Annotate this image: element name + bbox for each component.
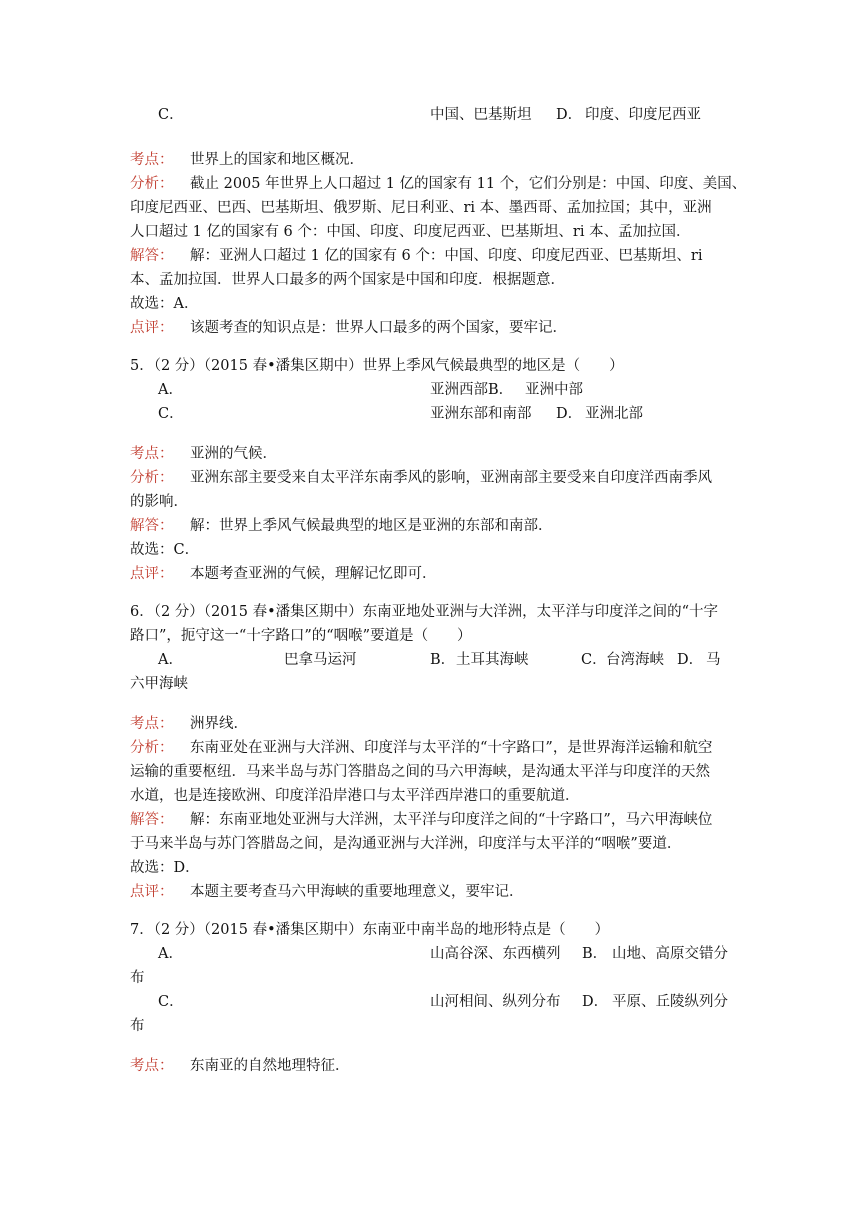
q6-option-c-text: 台湾海峡 (606, 652, 664, 668)
q6-jieda (130, 808, 735, 832)
kaodian-label: 考点： (130, 446, 174, 462)
q7-option-c-letter: C． (158, 994, 184, 1010)
q7-option-d-letter: D． (582, 994, 609, 1010)
q5-option-b-letter: B． (488, 382, 514, 398)
kaodian-label: 考点： (130, 716, 174, 732)
q5-stem: 5．（2 分）（2015 春•潘集区期中）世界上季风气候最典型的地区是（ ） (130, 358, 624, 374)
q6-option-d-letter: D． (677, 652, 704, 668)
q6-fenxi-line2: 运输的重要枢纽．马来半岛与苏门答腊岛之间的马六甲海峡，是沟通太平洋与印度洋的天然 (130, 764, 710, 780)
q6-option-b-text: 土耳其海峡 (456, 652, 529, 668)
q5-option-b-text: 亚洲中部 (525, 382, 583, 398)
q7-option-a-letter: A． (158, 946, 183, 962)
fenxi-label: 分析： (130, 470, 174, 486)
dianping-label: 点评： (130, 320, 174, 336)
q7-stem: 7．（2 分）（2015 春•潘集区期中）东南亚中南半岛的地形特点是（ ） (130, 922, 610, 938)
dianping-label: 点评： (130, 884, 174, 900)
q5-jieda (130, 514, 735, 538)
q5-option-d-text: 亚洲北部 (585, 406, 643, 422)
q5-dianping-text: 本题考查亚洲的气候，理解记忆即可． (190, 566, 437, 582)
q7-option-a-text: 山高谷深、东西横列 (430, 946, 561, 962)
q4-fenxi-line1: 截止 2005 年世界上人口超过 1 亿的国家有 11 个，它们分别是：中国、印度、美国、 (190, 176, 747, 192)
q4-fenxi (130, 172, 747, 196)
q6-stem-line1: 6．（2 分）（2015 春•潘集区期中）东南亚地处亚洲与大洋洲，太平洋与印度洋之间的“十字 (130, 604, 719, 620)
q7-option-b-text: 山地、高原交错分 (612, 946, 728, 962)
q6-fenxi-line3: 水道，也是连接欧洲、印度洋沿岸港口与太平洋西岸港口的重要航道． (130, 788, 580, 804)
q4-option-c-letter: C． (158, 107, 184, 123)
jieda-label: 解答： (130, 812, 174, 828)
q7-kaodian-text: 东南亚的自然地理特征． (190, 1058, 350, 1074)
q4-option-d-text: 印度、印度尼西亚 (585, 107, 701, 123)
q6-dianping (130, 880, 735, 904)
q5-option-c-letter: C． (158, 406, 184, 422)
q4-jieda (130, 244, 735, 268)
q4-dianping (130, 316, 735, 340)
q5-option-d-letter: D． (556, 406, 583, 422)
q4-fenxi-line3: 人口超过 1 亿的国家有 6 个：中国、印度、印度尼西亚、巴基斯坦、ri 本、孟加拉国． (130, 224, 691, 240)
q7-option-b-text-cont: 布 (130, 970, 145, 986)
q6-kaodian-text: 洲界线． (190, 716, 248, 732)
q6-option-d-text: 马 (706, 652, 721, 668)
fenxi-label: 分析： (130, 176, 174, 192)
q5-jieda-text: 解：世界上季风气候最典型的地区是亚洲的东部和南部． (190, 518, 553, 534)
q6-option-d-text-cont: 六甲海峡 (130, 676, 188, 692)
dianping-label: 点评： (130, 566, 174, 582)
q6-dianping-text: 本题主要考查马六甲海峡的重要地理意义，要牢记． (190, 884, 524, 900)
jieda-label: 解答： (130, 248, 174, 264)
q6-stem-line2: 路口”，扼守这一“十字路口”的“咽喉”要道是（ ） (130, 628, 472, 644)
q6-option-a-text: 巴拿马运河 (284, 652, 357, 668)
q6-answer: 故选：D． (130, 860, 200, 876)
q7-option-c-text: 山河相间、纵列分布 (430, 994, 561, 1010)
q6-fenxi-line1: 东南亚处在亚洲与大洋洲、印度洋与太平洋的“十字路口”，是世界海洋运输和航空 (190, 740, 713, 756)
q7-option-d-text-cont: 布 (130, 1018, 145, 1034)
q7-option-b-letter: B． (582, 946, 608, 962)
q5-option-a-text: 亚洲西部 (430, 382, 488, 398)
fenxi-label: 分析： (130, 740, 174, 756)
q6-jieda-line2: 于马来半岛与苏门答腊岛之间，是沟通亚洲与大洋洲，印度洋与太平洋的“咽喉”要道． (130, 836, 682, 852)
q4-dianping-text: 该题考查的知识点是：世界人口最多的两个国家，要牢记． (190, 320, 567, 336)
q5-dianping (130, 562, 735, 586)
q4-jieda-line2: 本、孟加拉国．世界人口最多的两个国家是中国和印度．根据题意． (130, 272, 565, 288)
kaodian-label: 考点： (130, 152, 174, 168)
q5-fenxi (130, 466, 735, 490)
kaodian-label: 考点： (130, 1058, 174, 1074)
q6-kaodian (130, 712, 735, 736)
q6-option-c-letter: C． (581, 652, 607, 668)
q4-kaodian (130, 148, 735, 172)
q5-answer: 故选：C． (130, 542, 200, 558)
q5-kaodian-text: 亚洲的气候． (190, 446, 277, 462)
q7-option-d-text: 平原、丘陵纵列分 (612, 994, 728, 1010)
q6-fenxi (130, 736, 735, 760)
q5-fenxi-line1: 亚洲东部主要受来自太平洋东南季风的影响，亚洲南部主要受来自印度洋西南季风 (190, 470, 712, 486)
q6-option-a-letter: A． (158, 652, 183, 668)
q4-answer: 故选：A． (130, 296, 199, 312)
q4-kaodian-text: 世界上的国家和地区概况． (190, 152, 364, 168)
q6-option-b-letter: B． (430, 652, 456, 668)
jieda-label: 解答： (130, 518, 174, 534)
q4-jieda-line1: 解：亚洲人口超过 1 亿的国家有 6 个：中国、印度、印度尼西亚、巴基斯坦、ri (190, 248, 703, 264)
q4-option-d-letter: D． (556, 107, 583, 123)
q4-fenxi-line2: 印度尼西亚、巴西、巴基斯坦、俄罗斯、尼日利亚、ri 本、墨西哥、孟加拉国；其中，亚洲 (130, 200, 712, 216)
q5-option-a-letter: A． (158, 382, 183, 398)
q5-kaodian (130, 442, 735, 466)
q4-option-c-text: 中国、巴基斯坦 (430, 107, 532, 123)
q5-fenxi-line2: 的影响． (130, 494, 188, 510)
q5-option-c-text: 亚洲东部和南部 (430, 406, 532, 422)
q7-kaodian (130, 1054, 735, 1078)
q6-jieda-line1: 解：东南亚地处亚洲与大洋洲，太平洋与印度洋之间的“十字路口”，马六甲海峡位 (190, 812, 713, 828)
